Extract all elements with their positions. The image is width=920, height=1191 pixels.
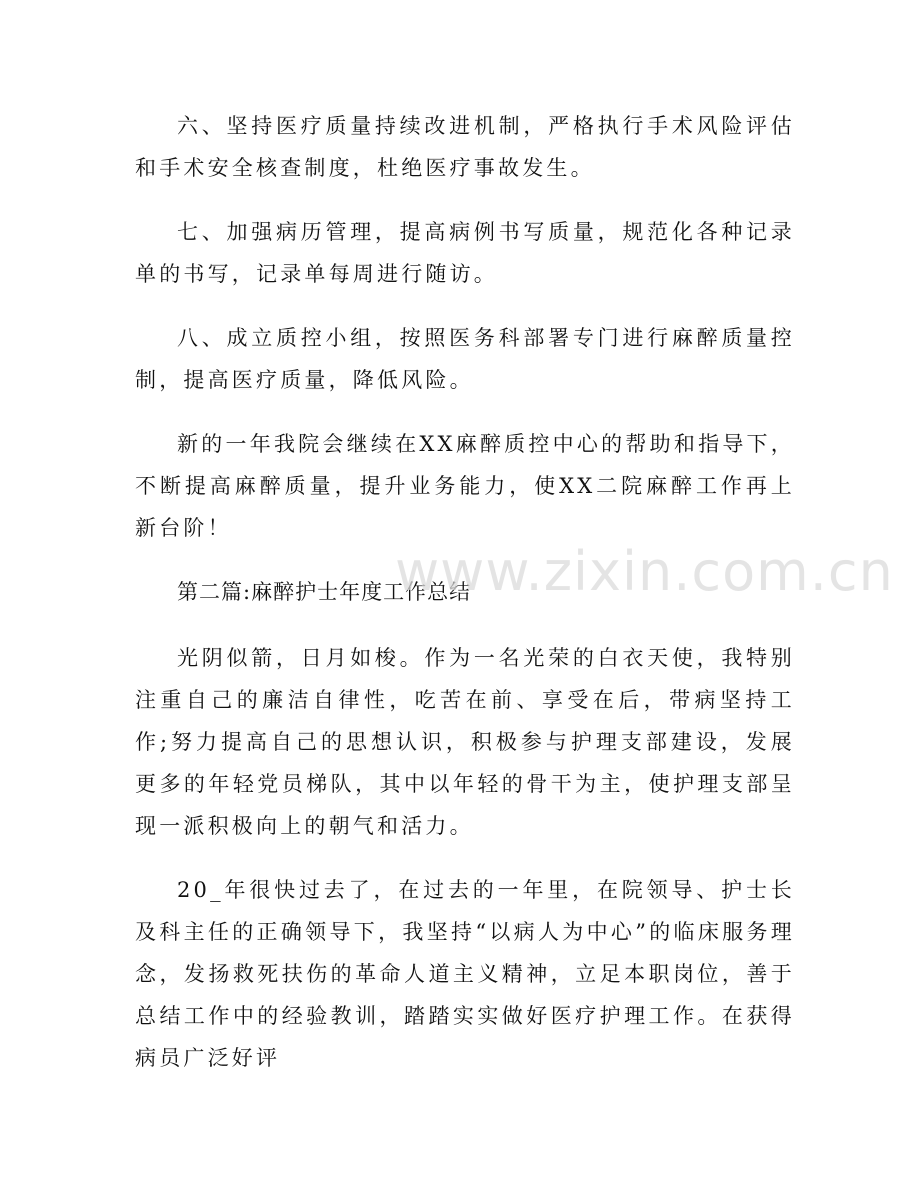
paragraph-closing: 新的一年我院会继续在XX麻醉质控中心的帮助和指导下，不断提高麻醉质量，提升业务能力，使XX二院麻醉工作再上新台阶！ xyxy=(135,432,795,540)
paragraph-item-6: 六、坚持医疗质量持续改进机制，严格执行手术风险评估和手术安全核查制度，杜绝医疗事故发生。 xyxy=(135,114,795,180)
paragraph-item-8: 八、成立质控小组，按照医务科部署专门进行麻醉质量控制，提高医疗质量，降低风险。 xyxy=(135,326,795,392)
paragraph-item-7: 七、加强病历管理，提高病例书写质量，规范化各种记录单的书写，记录单每周进行随访。 xyxy=(135,220,795,286)
section-heading: 第二篇:麻醉护士年度工作总结 xyxy=(177,580,472,604)
paragraph-intro: 光阴似箭，日月如梭。作为一名光荣的白衣天使，我特别注重自己的廉洁自律性，吃苦在前、享受在后，带病坚持工作;努力提高自己的思想认识，积极参与护理支部建设，发展更多的年轻党员梯队，其中以年轻的骨干为主，使护理支部呈现一派积极向上的朝气和活力。 xyxy=(135,646,795,838)
paragraph-year-review: 20_年很快过去了，在过去的一年里，在院领导、护士长及科主任的正确领导下，我坚持“以病人为中心”的临床服务理念，发扬救死扶伤的革命人道主义精神，立足本职岗位，善于总结工作中的经验教训，踏踏实实做好医疗护理工作。在获得病员广泛好评 xyxy=(135,878,795,1070)
watermark: www.zixin.com.cn xyxy=(395,540,894,603)
document-body xyxy=(135,105,795,1101)
